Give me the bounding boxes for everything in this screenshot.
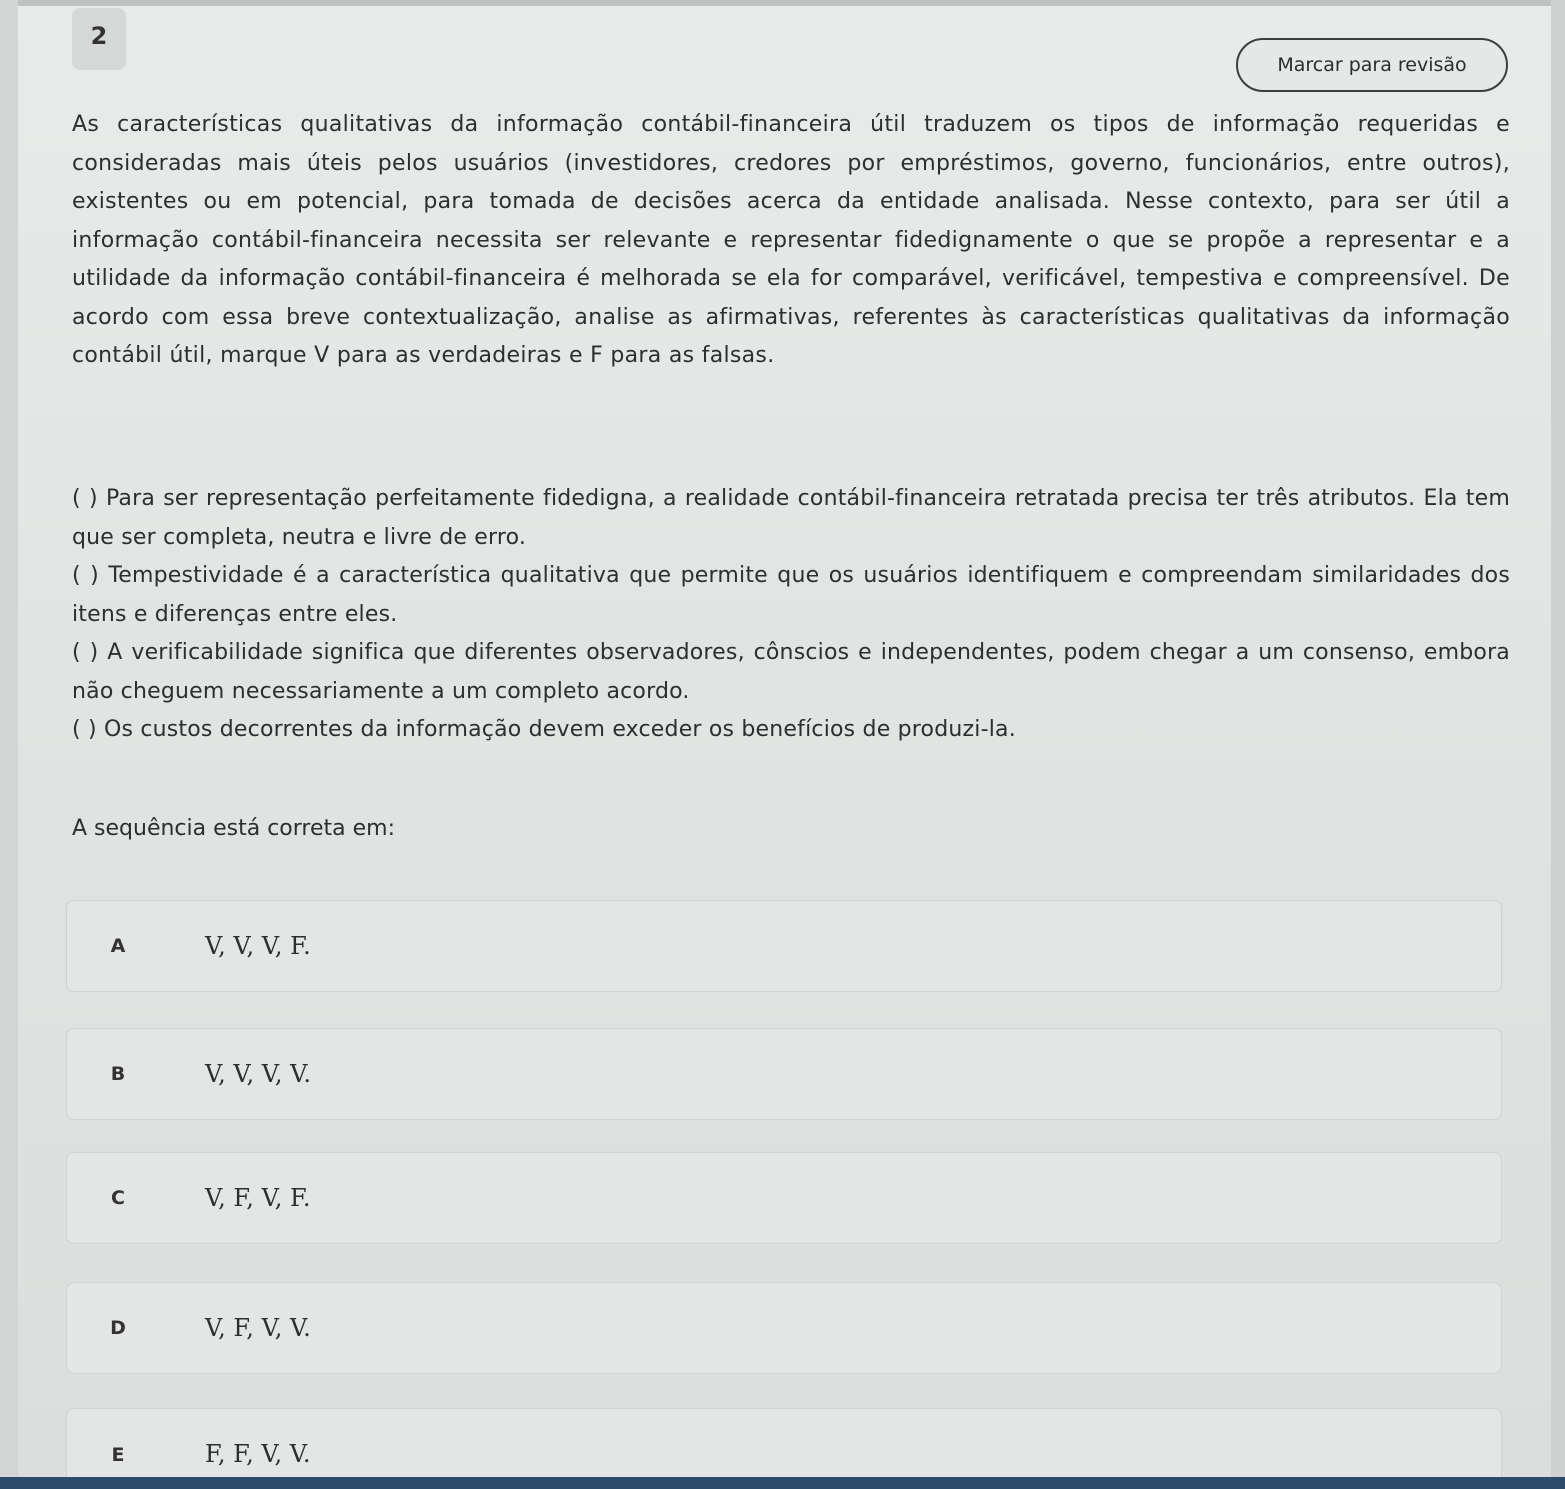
option-c[interactable] [66, 1152, 1502, 1244]
option-text: V, F, V, F. [205, 1184, 311, 1212]
option-d[interactable] [66, 1282, 1502, 1374]
option-text: V, V, V, V. [205, 1060, 311, 1088]
option-letter: C [111, 1187, 125, 1209]
statements-list [72, 480, 1510, 750]
option-b[interactable] [66, 1028, 1502, 1120]
statement-3: ( ) A verificabilidade significa que diferentes observadores, cônscios e independentes, podem chegar a um consenso, embora não cheguem necessariamente a um completo acordo. [72, 640, 1510, 704]
top-border [0, 0, 1565, 6]
right-border [1551, 0, 1565, 1489]
statement-1: ( ) Para ser representação perfeitamente fidedigna, a realidade contábil-financeira retratada precisa ter três atributos. Ela tem que ser completa, neutra e livre de erro. [72, 486, 1510, 550]
left-strip [0, 0, 18, 1489]
option-letter: B [110, 1063, 126, 1085]
option-text: F, F, V, V. [205, 1440, 311, 1468]
option-text: V, F, V, V. [205, 1314, 311, 1342]
option-e[interactable] [66, 1408, 1502, 1480]
statement-4: ( ) Os custos decorrentes da informação devem exceder os benefícios de produzi-la. [72, 717, 1016, 742]
answer-prompt: A sequência está correta em: [72, 816, 395, 841]
option-text: V, V, V, F. [205, 932, 311, 960]
question-text: As características qualitativas da informação contábil-financeira útil traduzem os tipos de informação requeridas e consideradas mais úteis pelos usuários (investidores, credores por empréstimos, governo, funcionários, entre outros), existentes ou em potencial, para tomada de decisões acerca da entidade analisada. Nesse contexto, para ser útil a informação contábil-financeira necessita ser relevante e representar fidedignamente o que se propõe a representar e a utilidade da informação contábil-financeira é melhorada se ela for comparável, verificável, tempestiva e compreensível. De acordo com essa breve contextualização, analise as afirmativas, referentes às características qualitativas da informação contábil útil, marque V para as verdadeiras e F para as falsas. [72, 112, 1510, 368]
mark-for-review-button[interactable]: Marcar para revisão [1236, 38, 1508, 92]
option-a[interactable] [66, 900, 1502, 992]
bottom-bar [0, 1477, 1565, 1489]
question-number-badge: 2 [72, 8, 126, 70]
option-letter: E [111, 1444, 125, 1466]
option-letter: A [110, 935, 126, 957]
option-letter: D [110, 1317, 126, 1339]
statement-2: ( ) Tempestividade é a característica qualitativa que permite que os usuários identifiquem e compreendam similaridades dos itens e diferenças entre eles. [72, 563, 1510, 627]
